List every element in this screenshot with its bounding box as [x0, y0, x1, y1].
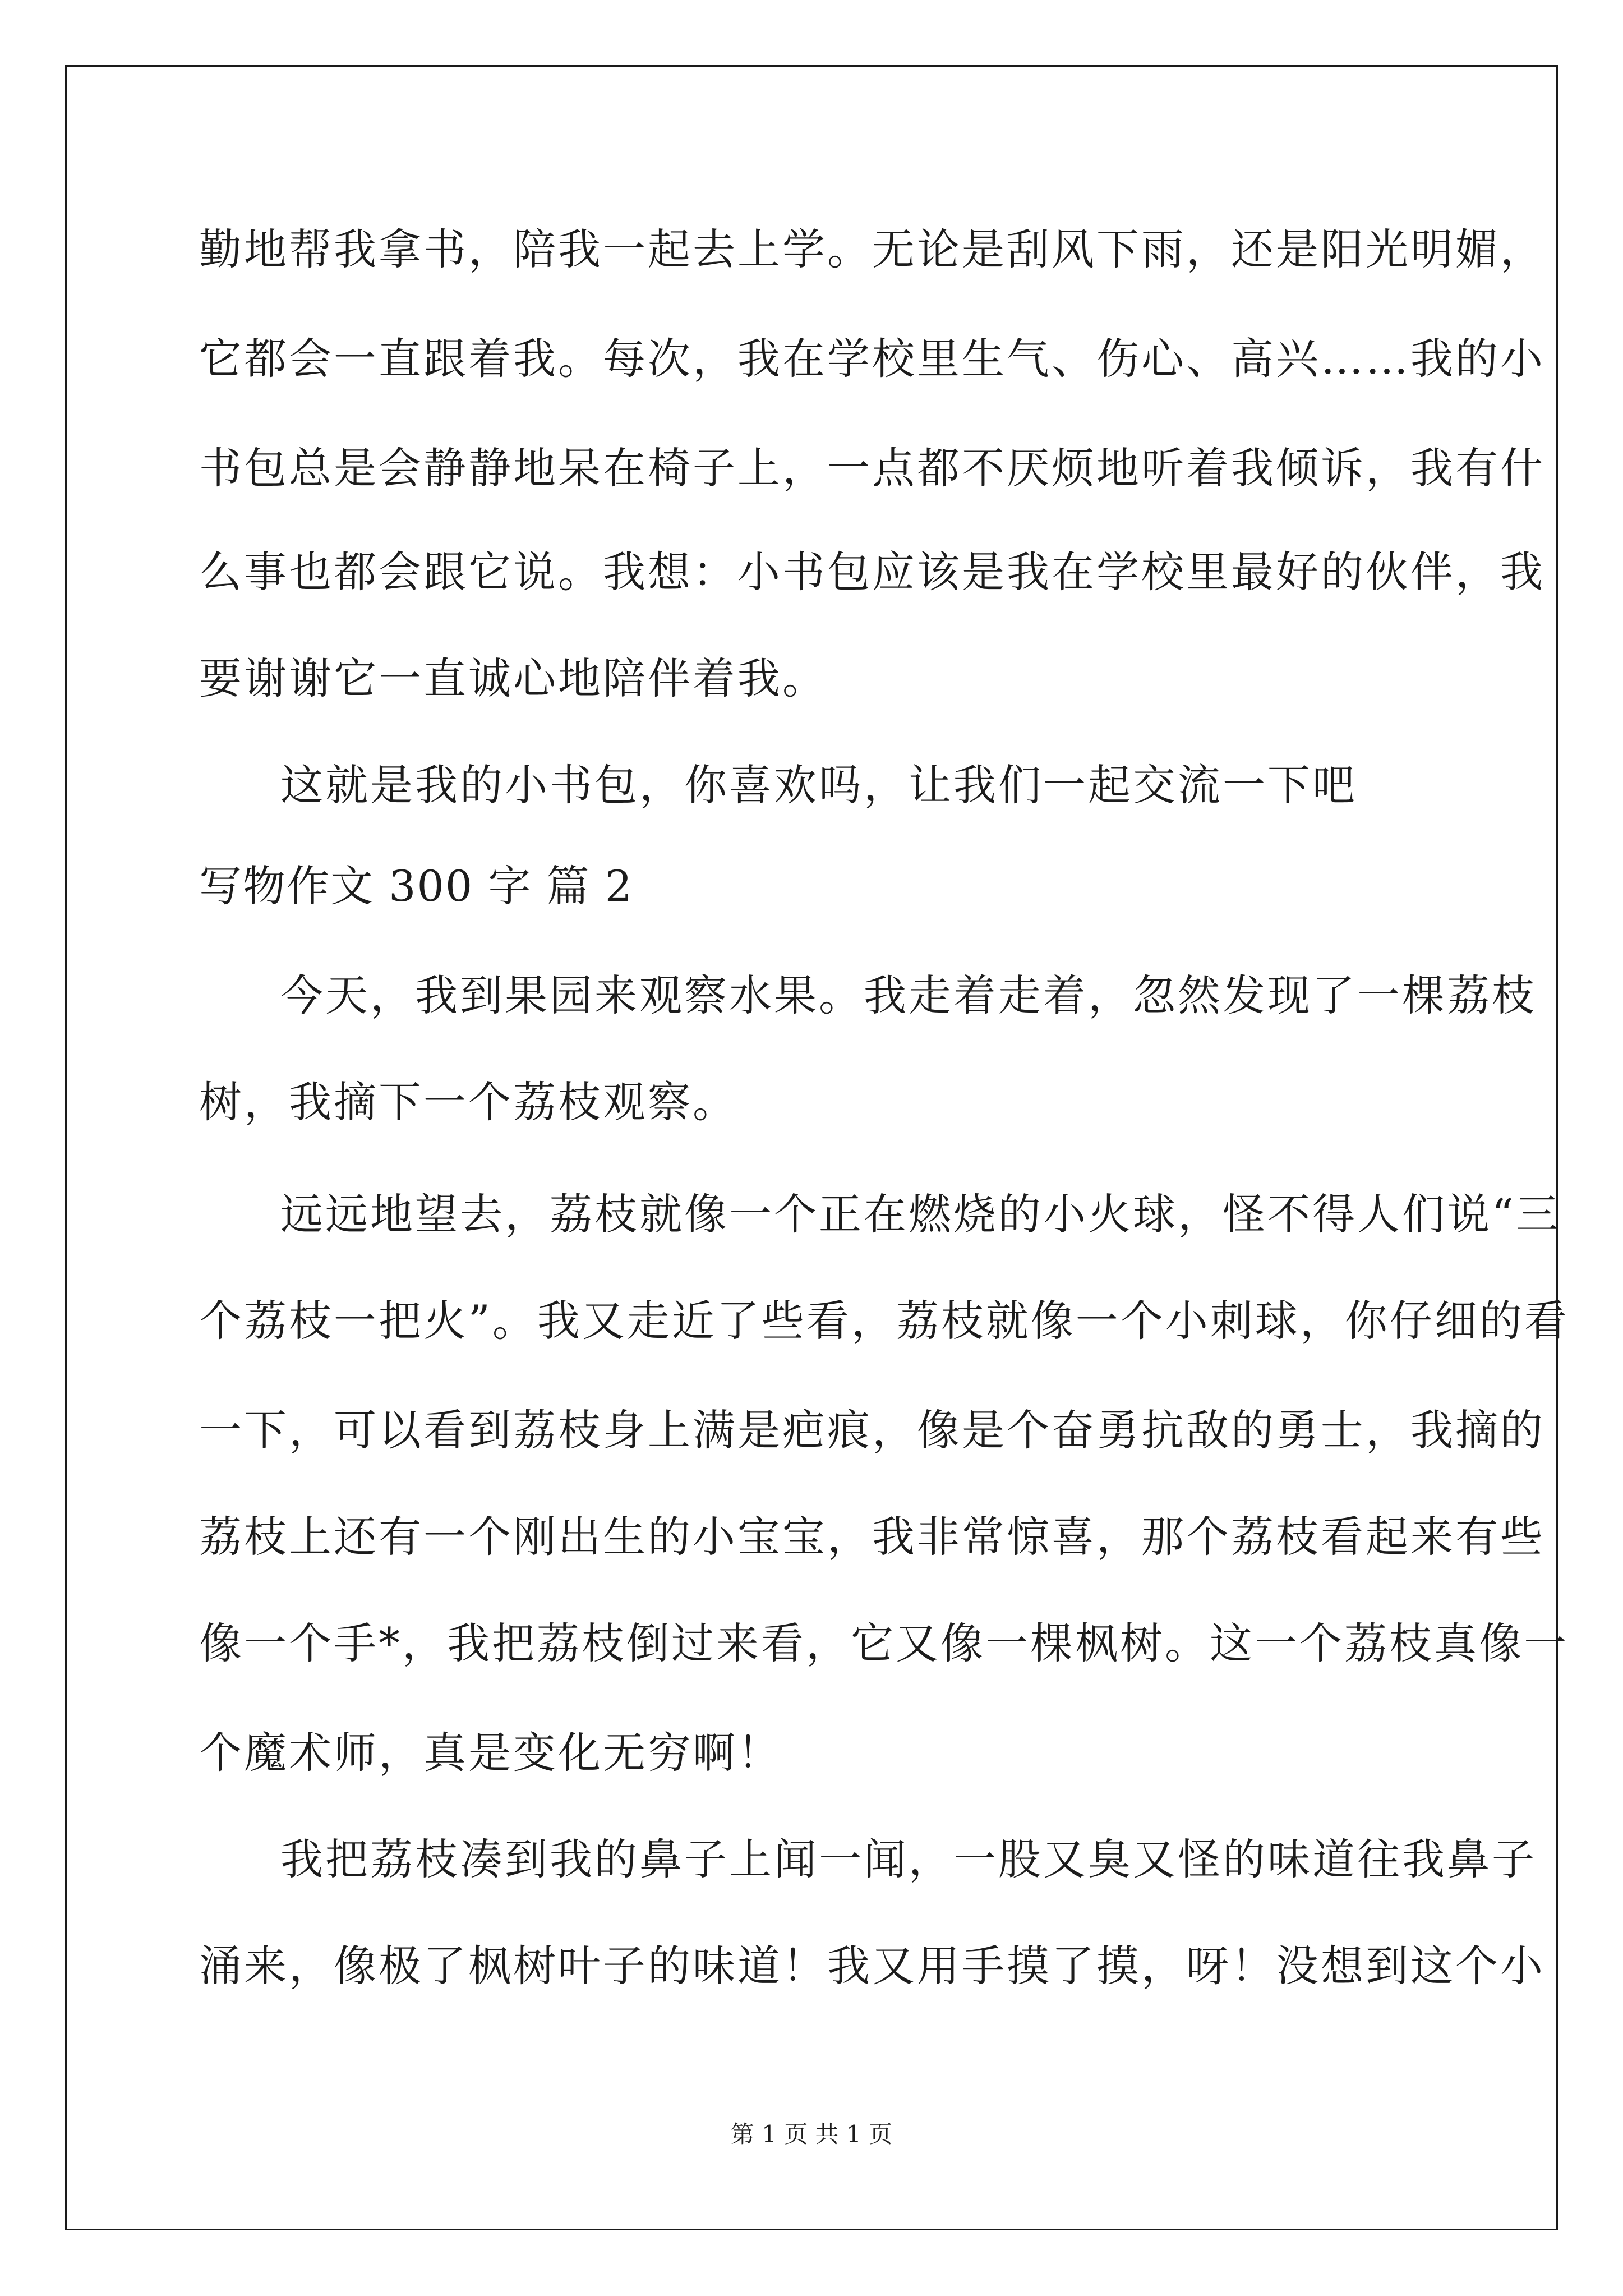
paragraph-line-9: 树，我摘下一个荔枝观察。 [199, 1077, 737, 1127]
paragraph-line-10: 远远地望去，荔枝就像一个正在燃烧的小火球，怪不得人们说“三 [280, 1189, 1561, 1239]
paragraph-line-3: 书包总是会静静地呆在椅子上，一点都不厌烦地听着我倾诉，我有什 [199, 443, 1545, 493]
page-border [65, 65, 1569, 2230]
paragraph-line-1: 勤地帮我拿书，陪我一起去上学。无论是刮风下雨，还是阳光明媚， [199, 224, 1545, 274]
paragraph-line-15: 个魔术师，真是变化无穷啊！ [199, 1728, 782, 1778]
paragraph-line-17: 涌来，像极了枫树叶子的味道！我又用手摸了摸，呀！没想到这个小 [199, 1941, 1545, 1991]
paragraph-line-16: 我把荔枝凑到我的鼻子上闻一闻，一股又臭又怪的味道往我鼻子 [280, 1834, 1537, 1884]
section-heading: 写物作文 300 字 篇 2 [199, 861, 634, 911]
paragraph-line-2: 它都会一直跟着我。每次，我在学校里生气、伤心、高兴……我的小 [199, 334, 1545, 384]
page-number-footer: 第 1 页 共 1 页 [730, 2120, 893, 2148]
paragraph-line-4: 么事也都会跟它说。我想：小书包应该是我在学校里最好的伙伴，我 [199, 547, 1545, 597]
paragraph-line-13: 荔枝上还有一个刚出生的小宝宝，我非常惊喜，那个荔枝看起来有些 [199, 1512, 1545, 1562]
paragraph-line-14: 像一个手*，我把荔枝倒过来看，它又像一棵枫树。这一个荔枝真像一 [199, 1618, 1569, 1668]
paragraph-line-11: 个荔枝一把火”。我又走近了些看，荔枝就像一个小刺球，你仔细的看 [199, 1296, 1569, 1346]
paragraph-line-8: 今天，我到果园来观察水果。我走着走着，忽然发现了一棵荔枝 [280, 970, 1537, 1020]
paragraph-line-5: 要谢谢它一直诚心地陪伴着我。 [199, 654, 827, 703]
paragraph-line-12: 一下，可以看到荔枝身上满是疤痕，像是个奋勇抗敌的勇士，我摘的 [199, 1405, 1545, 1455]
paragraph-closing: 这就是我的小书包，你喜欢吗，让我们一起交流一下吧 [280, 760, 1357, 810]
